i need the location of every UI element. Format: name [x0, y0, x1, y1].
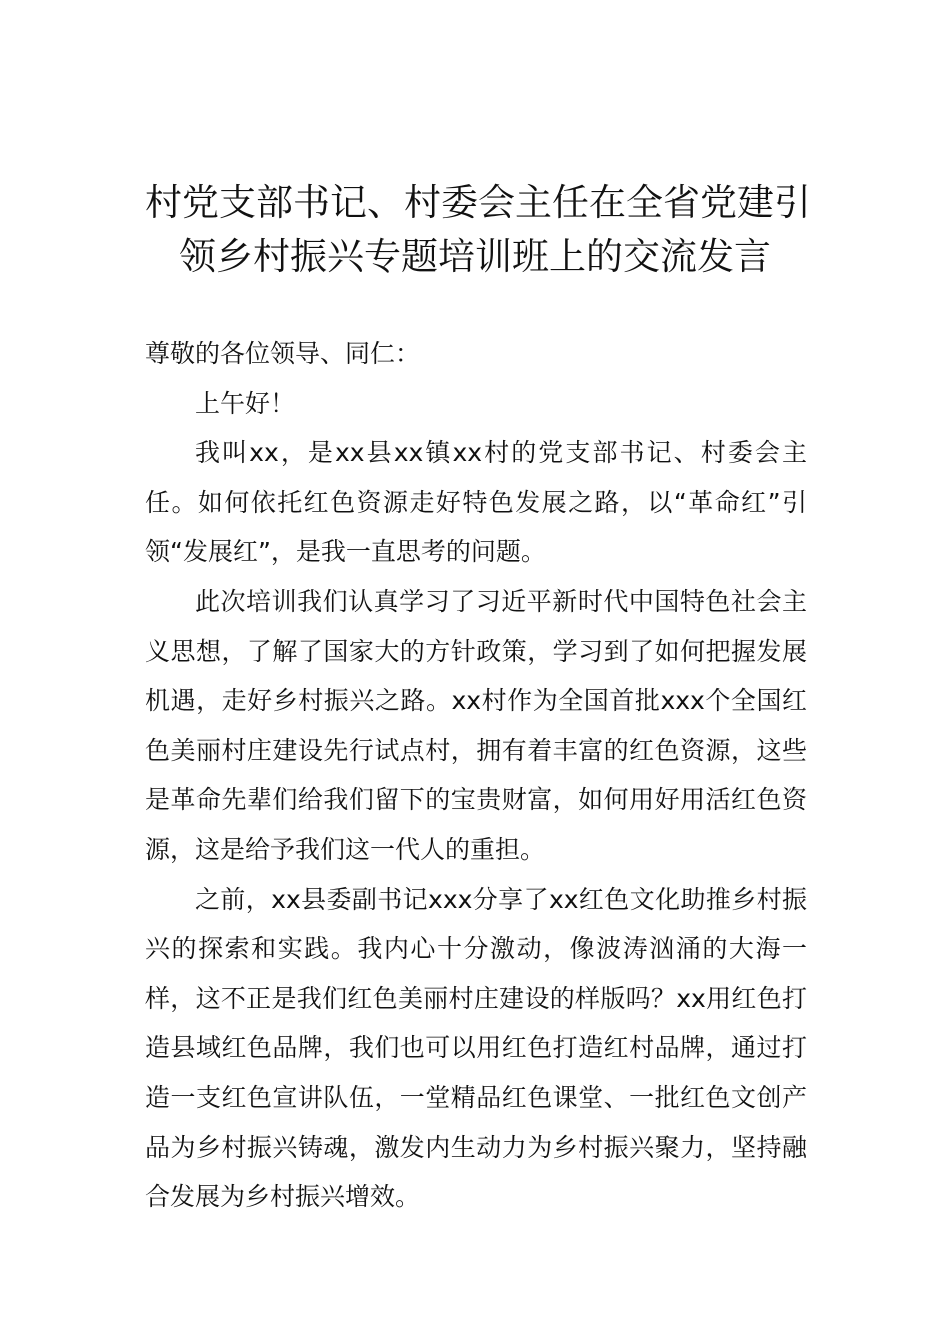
document-body — [145, 329, 807, 1222]
salutation: 尊敬的各位领导、同仁： — [145, 339, 421, 368]
paragraph-greeting: 上午好！ — [195, 388, 296, 418]
title-line-1: 村党支部书记、村委会主任在全省党建引 — [145, 181, 811, 224]
paragraph-sharing: 之前，xx县委副书记xxx分享了xx红色文化助推乡村振兴的探索和实践。我内心十分激动，像波涛汹涌的大海一样，这不正是我们红色美丽村庄建设的样版吗？xx用红色打造县域红色品牌，我们也可以用红色打造红村品牌，通过打造一支红色宣讲队伍，一堂精品红色课堂、一批红色文创产品为乡村振兴铸魂，激发内生动力为乡村振兴聚力，坚持融合发展为乡村振兴增效。 — [145, 884, 807, 1212]
paragraph-introduction: 我叫xx，是xx县xx镇xx村的党支部书记、村委会主任。如何依托红色资源走好特色发展之路，以“革命红”引领“发展红”，是我一直思考的问题。 — [145, 438, 807, 567]
paragraph-training: 此次培训我们认真学习了习近平新时代中国特色社会主义思想，了解了国家大的方针政策，学习到了如何把握发展机遇，走好乡村振兴之路。xx村作为全国首批xxx个全国红色美丽村庄建设先行试点村，拥有着丰富的红色资源，这些是革命先辈们给我们留下的宝贵财富，如何用好用活红色资源，这是给予我们这一代人的重担。 — [145, 586, 807, 864]
title-line-2: 领乡村振兴专题培训班上的交流发言 — [179, 235, 771, 278]
document-title — [145, 176, 811, 284]
